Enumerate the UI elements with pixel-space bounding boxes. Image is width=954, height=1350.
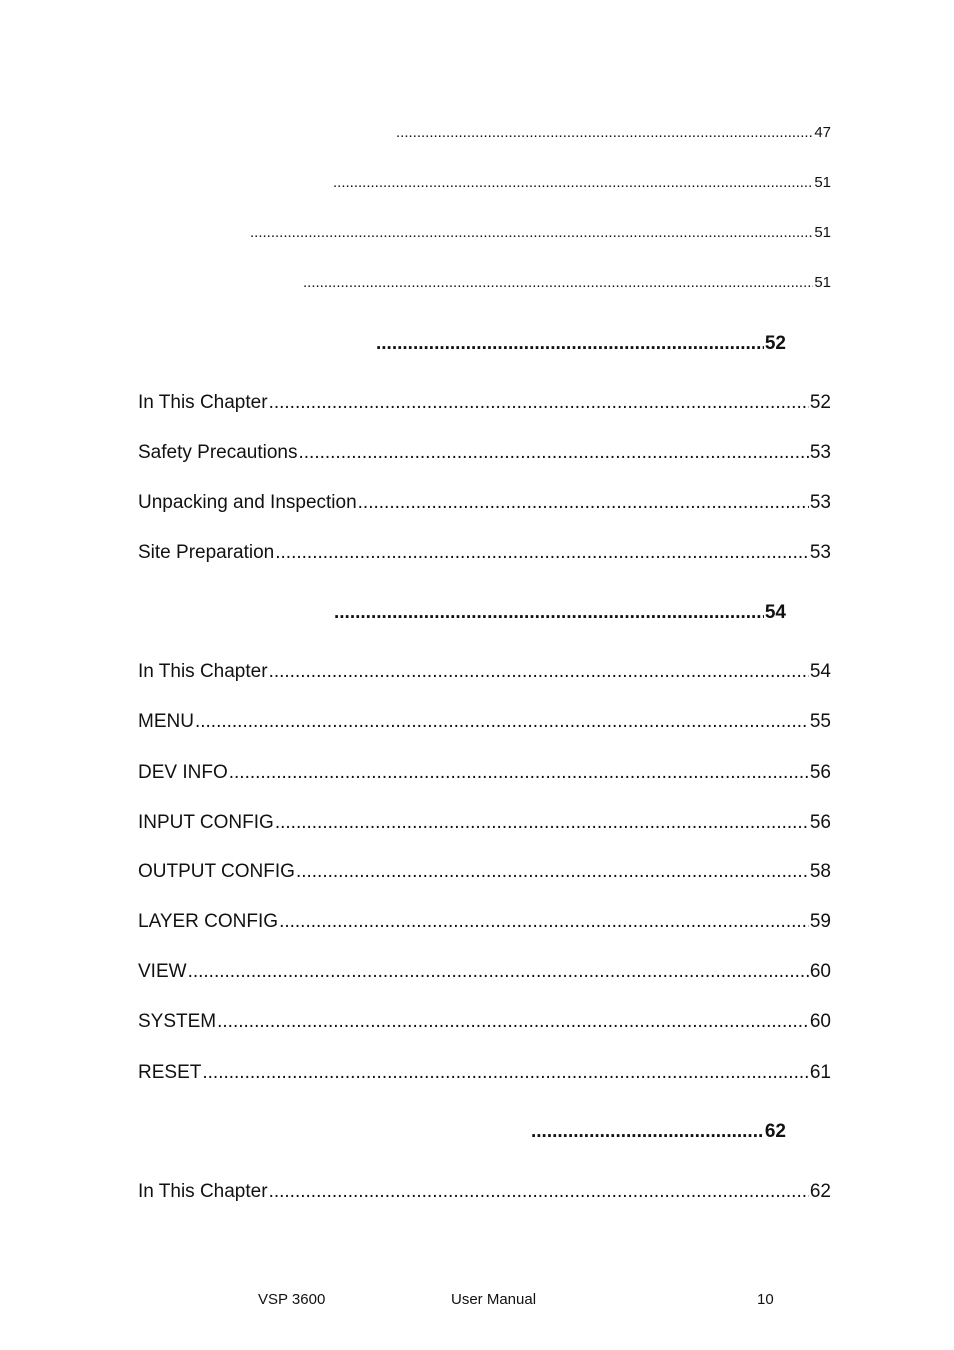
toc-page-number: 59 — [809, 911, 831, 932]
toc-entry-label: INPUT CONFIG — [138, 812, 274, 833]
toc-entry[interactable] — [138, 1062, 831, 1084]
dot-leader — [298, 442, 808, 464]
footer-doc-title: User Manual — [451, 1291, 537, 1308]
toc-entry-label: MENU — [138, 711, 194, 732]
toc-entry-label: Unpacking and Inspection — [138, 492, 357, 513]
toc-page-number: 53 — [809, 492, 831, 513]
footer-page-number: 10 — [757, 1291, 774, 1308]
toc-entry[interactable] — [138, 1011, 831, 1033]
dot-leader — [250, 224, 813, 241]
footer-product: VSP 3600 — [258, 1291, 326, 1308]
dot-leader — [275, 812, 809, 834]
dot-leader — [396, 124, 813, 141]
toc-entry[interactable] — [302, 274, 831, 291]
toc-entry-label: SYSTEM — [138, 1011, 217, 1032]
toc-page-number: 51 — [814, 224, 831, 241]
dot-leader — [358, 492, 809, 514]
toc-entry-label: VIEW — [138, 961, 187, 982]
toc-entry-label: LAYER CONFIG — [138, 911, 279, 932]
dot-leader — [296, 861, 809, 883]
toc-entry[interactable] — [138, 812, 831, 834]
dot-leader — [195, 711, 809, 733]
dot-leader — [275, 542, 809, 564]
toc-entry-label: In This Chapter — [138, 661, 268, 682]
toc-page-number: 60 — [809, 961, 831, 982]
toc-page-number: 51 — [814, 174, 831, 191]
toc-entry[interactable] — [138, 1181, 831, 1203]
toc-entry-label: Safety Precautions — [138, 442, 298, 463]
toc-entry-label: Site Preparation — [138, 542, 275, 563]
toc-page-number: 58 — [809, 861, 831, 882]
toc-entry[interactable] — [138, 762, 831, 784]
toc-entry[interactable] — [138, 392, 831, 414]
dot-leader — [376, 333, 764, 355]
dot-leader — [303, 274, 813, 291]
dot-leader — [333, 174, 813, 191]
toc-entry-label: In This Chapter — [138, 392, 268, 413]
toc-page-number: 52 — [764, 333, 786, 354]
toc-page-number: 62 — [809, 1181, 831, 1202]
dot-leader — [202, 1062, 809, 1084]
toc-entry[interactable] — [138, 542, 831, 564]
toc-entry[interactable] — [138, 861, 831, 883]
toc-page-number: 47 — [814, 124, 831, 141]
toc-page-number: 56 — [809, 812, 831, 833]
toc-entry[interactable] — [395, 124, 831, 141]
toc-entry[interactable] — [138, 711, 831, 733]
toc-entry[interactable] — [138, 492, 831, 514]
toc-chapter-heading[interactable] — [530, 1121, 786, 1143]
toc-page-number: 55 — [809, 711, 831, 732]
dot-leader — [269, 1181, 809, 1203]
toc-entry[interactable] — [332, 174, 831, 191]
toc-page-number: 54 — [809, 661, 831, 682]
toc-entry[interactable] — [138, 442, 831, 464]
toc-page-number: 62 — [764, 1121, 786, 1142]
toc-entry[interactable] — [138, 661, 831, 683]
toc-entry[interactable] — [249, 224, 831, 241]
dot-leader — [531, 1121, 764, 1143]
toc-entry-label: DEV INFO — [138, 762, 228, 783]
dot-leader — [188, 961, 809, 983]
dot-leader — [229, 762, 809, 784]
toc-page-number: 61 — [809, 1062, 831, 1083]
dot-leader — [279, 911, 809, 933]
toc-entry-label: RESET — [138, 1062, 202, 1083]
toc-page-number: 56 — [809, 762, 831, 783]
dot-leader — [269, 392, 809, 414]
toc-page-number: 52 — [809, 392, 831, 413]
toc-page-number: 60 — [809, 1011, 831, 1032]
toc-entry[interactable] — [138, 961, 831, 983]
dot-leader — [334, 602, 764, 624]
dot-leader — [269, 661, 809, 683]
toc-page-number: 51 — [814, 274, 831, 291]
toc-page-number: 53 — [809, 442, 831, 463]
dot-leader — [217, 1011, 809, 1033]
toc-chapter-heading[interactable] — [333, 602, 786, 624]
toc-entry-label: OUTPUT CONFIG — [138, 861, 295, 882]
toc-entry-label: In This Chapter — [138, 1181, 268, 1202]
toc-chapter-heading[interactable] — [375, 333, 786, 355]
toc-entry[interactable] — [138, 911, 831, 933]
toc-page-number: 53 — [809, 542, 831, 563]
toc-page-number: 54 — [764, 602, 786, 623]
